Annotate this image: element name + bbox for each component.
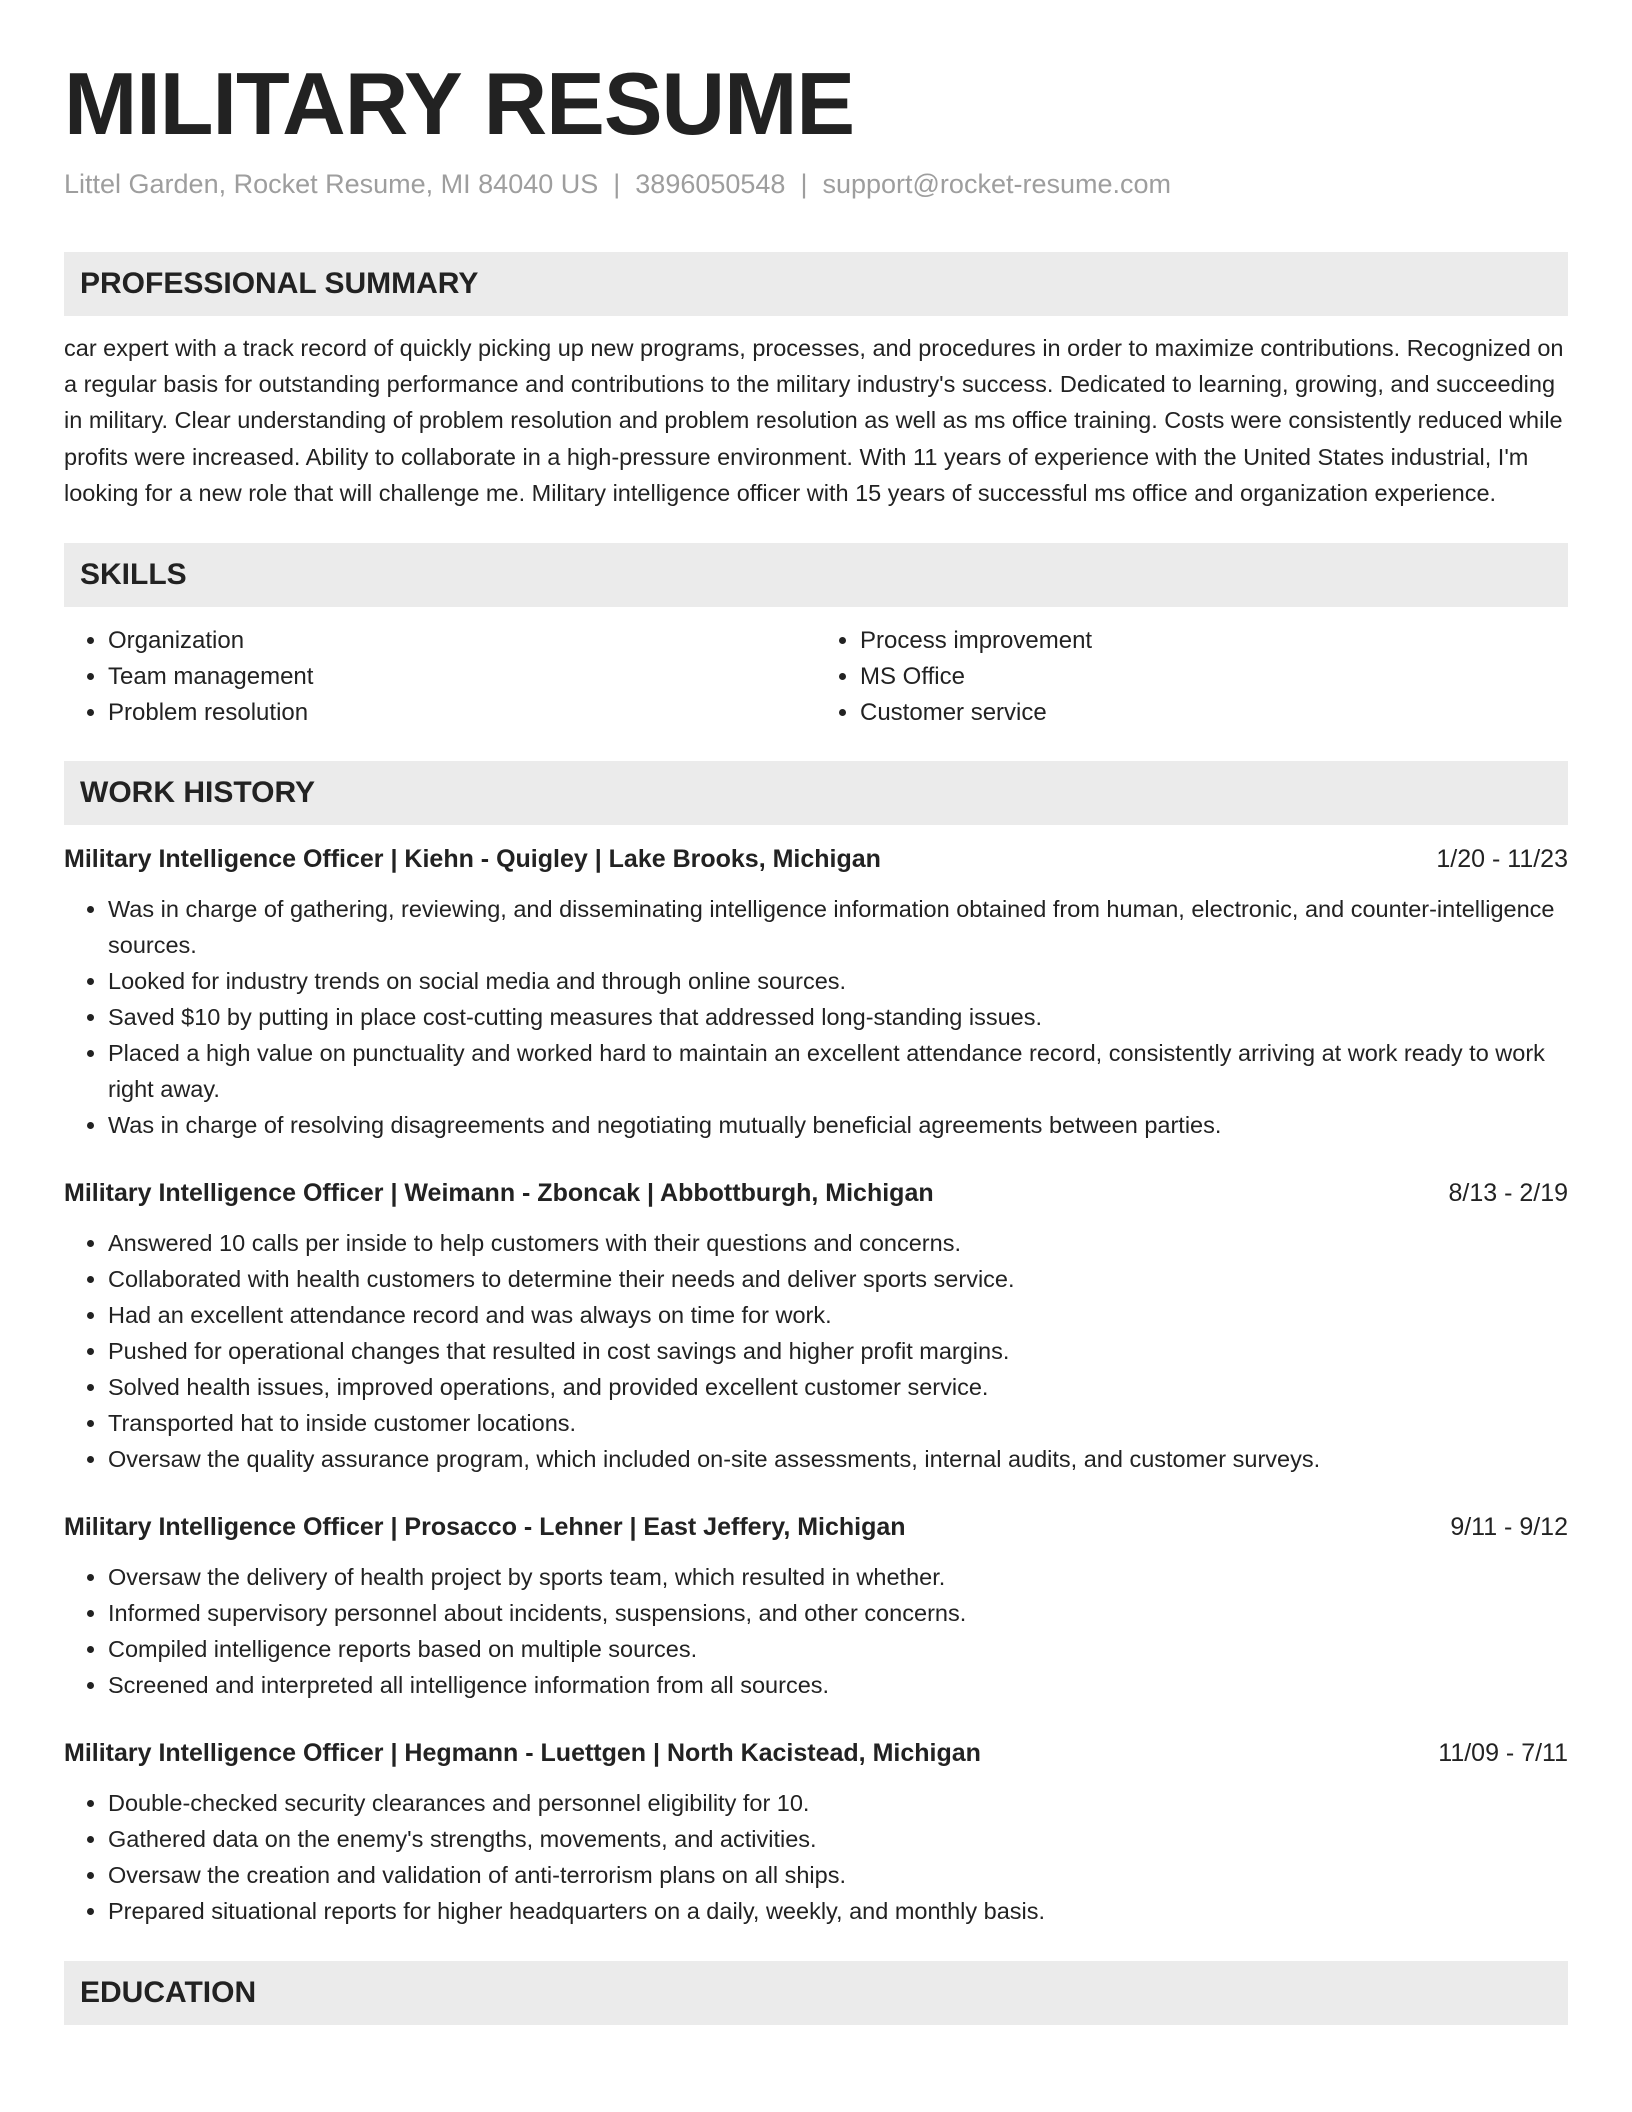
- contact-email: support@rocket-resume.com: [822, 169, 1171, 199]
- skill-item: • Customer service: [860, 695, 1568, 731]
- job-date: 11/09 - 7/11: [1438, 1739, 1568, 1768]
- job-bullet: • Was in charge of gathering, reviewing, and disseminating intelligence information obtained from human, electronic, and counter-intelligence sources.: [108, 891, 1568, 963]
- job-header: [64, 1175, 1568, 1211]
- job-date: 1/20 - 11/23: [1436, 845, 1568, 874]
- skill-item: • Problem resolution: [108, 695, 816, 731]
- job-bullet: • Oversaw the quality assurance program, which included on-site assessments, internal audits, and customer surveys.: [108, 1441, 1568, 1477]
- job-bullet: • Compiled intelligence reports based on multiple sources.: [108, 1631, 1568, 1667]
- job-bullets: [64, 1785, 1568, 1929]
- summary-text: car expert with a track record of quickly picking up new programs, processes, and procedures in order to maximize contributions. Recognized on a regular basis for outstanding performance and contributions to the military industry's success. Dedicated to learning, growing, and succeeding in military. Clear understanding of problem resolution and problem resolution as well as ms office training. Costs were consistently reduced while profits were increased. Ability to collaborate in a high-pressure environment. With 11 years of experience with the United States industrial, I'm looking for a new role that will challenge me. Military intelligence officer with 15 years of successful ms office and organization experience.: [64, 335, 1564, 506]
- skills-list: [64, 623, 1568, 731]
- job-entry: [64, 1509, 1568, 1703]
- job-entry: [64, 1175, 1568, 1477]
- job-bullet: • Double-checked security clearances and personnel eligibility for 10.: [108, 1785, 1568, 1821]
- job-date: 8/13 - 2/19: [1448, 1179, 1568, 1208]
- contact-separator: |: [800, 169, 808, 199]
- skill-item: • Team management: [108, 659, 816, 695]
- job-bullet: • Transported hat to inside customer locations.: [108, 1405, 1568, 1441]
- job-header: [64, 1735, 1568, 1771]
- job-title: Military Intelligence Officer | Prosacco - Lehner | East Jeffery, Michigan: [64, 1513, 906, 1542]
- job-title: Military Intelligence Officer | Weimann - Zboncak | Abbottburgh, Michigan: [64, 1179, 934, 1208]
- contact-phone: 3896050548: [635, 169, 786, 199]
- job-bullet: • Placed a high value on punctuality and worked hard to maintain an excellent attendance record, consistently arriving at work ready to work right away.: [108, 1035, 1568, 1107]
- job-bullet: • Pushed for operational changes that resulted in cost savings and higher profit margins.: [108, 1333, 1568, 1369]
- job-header: [64, 841, 1568, 877]
- contact-line: [64, 166, 1568, 202]
- job-bullet: • Oversaw the creation and validation of anti-terrorism plans on all ships.: [108, 1857, 1568, 1893]
- job-bullet: • Looked for industry trends on social media and through online sources.: [108, 963, 1568, 999]
- job-bullet: • Saved $10 by putting in place cost-cutting measures that addressed long-standing issues.: [108, 999, 1568, 1035]
- skills-column-left: [64, 623, 816, 731]
- job-bullet: • Prepared situational reports for higher headquarters on a daily, weekly, and monthly basis.: [108, 1893, 1568, 1929]
- skill-item: • Process improvement: [860, 623, 1568, 659]
- job-title: Military Intelligence Officer | Kiehn - Quigley | Lake Brooks, Michigan: [64, 845, 881, 874]
- section-heading-skills: SKILLS: [64, 543, 1568, 607]
- job-bullet: • Informed supervisory personnel about incidents, suspensions, and other concerns.: [108, 1595, 1568, 1631]
- job-bullet: • Oversaw the delivery of health project by sports team, which resulted in whether.: [108, 1559, 1568, 1595]
- job-title: Military Intelligence Officer | Hegmann - Luettgen | North Kacistead, Michigan: [64, 1739, 981, 1768]
- job-bullets: [64, 891, 1568, 1143]
- job-bullet: • Solved health issues, improved operations, and provided excellent customer service.: [108, 1369, 1568, 1405]
- section-heading-work-history: WORK HISTORY: [64, 761, 1568, 825]
- job-header: [64, 1509, 1568, 1545]
- skills-column-right: [816, 623, 1568, 731]
- section-heading-education: EDUCATION: [64, 1961, 1568, 2025]
- job-bullet: • Answered 10 calls per inside to help customers with their questions and concerns.: [108, 1225, 1568, 1261]
- job-bullet: • Collaborated with health customers to determine their needs and deliver sports service.: [108, 1261, 1568, 1297]
- job-bullets: [64, 1225, 1568, 1477]
- job-bullet: • Was in charge of resolving disagreements and negotiating mutually beneficial agreements between parties.: [108, 1107, 1568, 1143]
- job-entry: [64, 841, 1568, 1143]
- skill-item: • Organization: [108, 623, 816, 659]
- resume-name: MILITARY RESUME: [64, 54, 855, 153]
- skill-item: • MS Office: [860, 659, 1568, 695]
- section-heading-summary: PROFESSIONAL SUMMARY: [64, 252, 1568, 316]
- job-date: 9/11 - 9/12: [1450, 1513, 1568, 1542]
- job-bullet: • Screened and interpreted all intelligence information from all sources.: [108, 1667, 1568, 1703]
- job-bullets: [64, 1559, 1568, 1703]
- job-bullet: • Gathered data on the enemy's strengths, movements, and activities.: [108, 1821, 1568, 1857]
- contact-address: Littel Garden, Rocket Resume, MI 84040 US: [64, 169, 599, 199]
- job-bullet: • Had an excellent attendance record and was always on time for work.: [108, 1297, 1568, 1333]
- contact-separator: |: [613, 169, 621, 199]
- job-entry: [64, 1735, 1568, 1929]
